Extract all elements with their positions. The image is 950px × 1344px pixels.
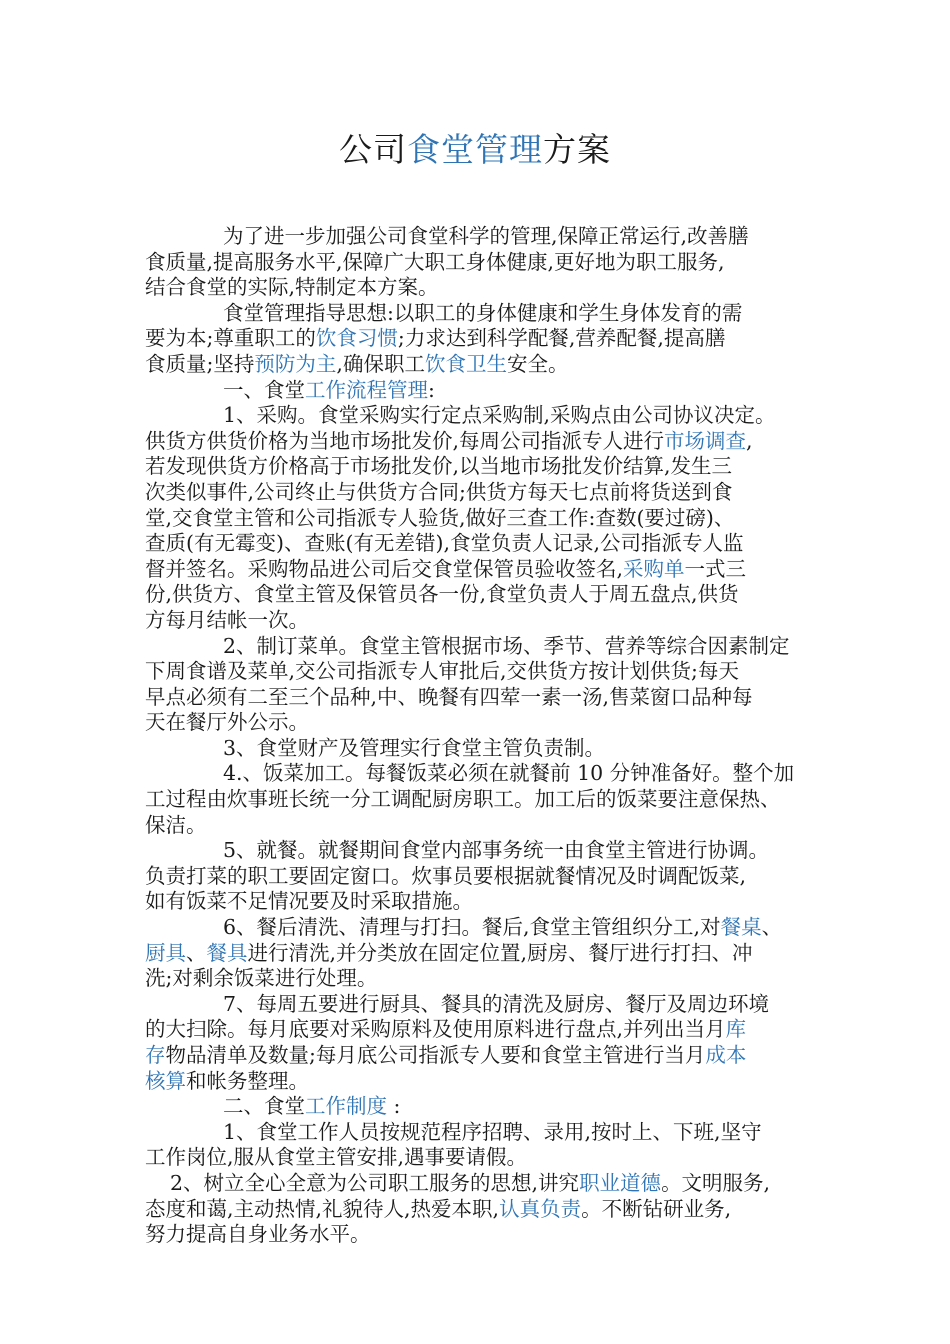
text-span: 工作岗位,服从食堂主管安排,遇事要请假。 <box>145 1145 528 1170</box>
text-span: 4.、饭菜加工。每餐饭菜必须在就餐前 10 分钟准备好。整个加 <box>223 761 795 786</box>
text-line <box>145 1222 825 1248</box>
text-span: 。文明服务, <box>661 1170 771 1195</box>
text-line <box>145 275 825 301</box>
inline-link[interactable]: 餐桌 <box>720 915 762 940</box>
text-line <box>145 813 825 839</box>
text-span: 下周食谱及菜单,交公司指派专人审批后,交供货方按计划供货;每天 <box>145 659 739 684</box>
text-span: 一式三 <box>684 556 747 581</box>
text-line <box>145 557 825 583</box>
text-span: 1、食堂工作人员按规范程序招聘、录用,按时上、下班,坚守 <box>223 1119 762 1144</box>
inline-link[interactable]: 存 <box>145 1043 166 1067</box>
text-line <box>145 710 825 736</box>
text-line <box>145 941 825 967</box>
text-line <box>145 506 825 532</box>
text-span: 态度和蔼,主动热情,礼貌待人,热爱本职, <box>145 1196 500 1221</box>
text-span: 。不断钻研业务, <box>581 1196 732 1221</box>
text-span: 方每月结帐一次。 <box>145 607 309 632</box>
text-line <box>145 889 825 915</box>
text-span: 努力提高自身业务水平。 <box>145 1222 371 1247</box>
text-line <box>145 531 825 557</box>
text-line <box>145 608 825 634</box>
text-span: : <box>428 377 435 402</box>
inline-link[interactable]: 库 <box>725 1017 747 1042</box>
text-line <box>145 224 825 250</box>
text-line <box>145 1120 825 1146</box>
text-span: 2、树立全心全意为公司职工服务的思想,讲究 <box>170 1170 580 1195</box>
text-line <box>145 634 825 660</box>
text-span: 食质量;坚持 <box>145 351 255 376</box>
text-line <box>145 1171 825 1197</box>
text-span: 6、餐后清洗、清理与打扫。餐后,食堂主管组织分工,对 <box>223 915 721 940</box>
text-line <box>145 429 825 455</box>
inline-link[interactable]: 核算 <box>145 1068 186 1093</box>
text-line <box>145 992 825 1018</box>
title-text-end: 方案 <box>543 130 611 169</box>
text-line <box>145 838 825 864</box>
text-span: , <box>746 428 753 453</box>
text-line <box>145 761 825 787</box>
text-span: 5、就餐。就餐期间食堂内部事务统一由食堂主管进行协调。 <box>223 838 770 863</box>
inline-link[interactable]: 预防为主 <box>254 351 337 376</box>
inline-link[interactable]: 成本 <box>705 1043 747 1067</box>
text-span: 1、采购。食堂采购实行定点采购制,采购点由公司协议决定。 <box>223 403 776 428</box>
text-span: 早点必须有二至三个品种,中、晚餐有四荤一素一汤,售菜窗口品种每 <box>145 684 753 709</box>
text-line <box>145 582 825 608</box>
text-span: 督并签名。采购物品进公司后交食堂保管员验收签名, <box>145 556 624 581</box>
text-line <box>145 659 825 685</box>
text-span: 保洁。 <box>145 812 207 837</box>
text-span: 食质量,提高服务水平,保障广大职工身体健康,更好地为职工服务, <box>145 249 725 274</box>
text-line <box>145 736 825 762</box>
text-span: 一、食堂 <box>223 377 305 402</box>
text-line <box>145 480 825 506</box>
text-span: 洗;对剩余饭菜进行处理。 <box>145 966 378 991</box>
inline-link[interactable]: 市场调查 <box>664 428 747 453</box>
text-span: 物品清单及数量;每月底公司指派专人要和食堂主管进行当月 <box>165 1043 706 1067</box>
text-span: 供货方供货价格为当地市场批发价,每周公司指派专人进行 <box>145 428 665 453</box>
text-span: 若发现供货方价格高于市场批发价,以当地市场批发价结算,发生三 <box>145 454 733 479</box>
text-span: 次类似事件,公司终止与供货方合同;供货方每天七点前将货送到食 <box>145 479 733 504</box>
text-line <box>145 1043 825 1069</box>
text-span: 查质(有无霉变)、查账(有无差错),食堂负责人记录,公司指派专人监 <box>145 531 744 556</box>
text-span: 、 <box>186 940 207 965</box>
text-line <box>145 1145 825 1171</box>
text-span: 为了进一步加强公司食堂科学的管理,保障正常运行,改善膳 <box>223 224 749 248</box>
text-span: 如有饭菜不足情况要及时采取措施。 <box>145 889 473 914</box>
document-title <box>0 128 950 172</box>
text-line <box>145 1069 825 1095</box>
text-line <box>145 1017 825 1043</box>
inline-link[interactable]: 职业道德 <box>579 1170 662 1195</box>
text-line <box>145 326 825 352</box>
text-span: 工过程由炊事班长统一分工调配厨房职工。加工后的饭菜要注意保热、 <box>145 787 781 812</box>
inline-link[interactable]: 饮食卫生 <box>424 351 507 376</box>
inline-link[interactable]: 餐具 <box>206 940 248 965</box>
text-span: ,确保职工 <box>336 351 425 376</box>
text-span: 负责打菜的职工要固定窗口。炊事员要根据就餐情况及时调配饭菜, <box>145 863 747 888</box>
text-span: 3、食堂财产及管理实行食堂主管负责制。 <box>223 735 606 760</box>
text-span: 堂,交食堂主管和公司指派专人验货,做好三查工作:查数(要过磅)、 <box>145 505 735 530</box>
text-line <box>145 1094 825 1120</box>
text-line <box>145 787 825 813</box>
text-line <box>145 378 825 404</box>
text-span: 天在餐厅外公示。 <box>145 710 309 735</box>
inline-link[interactable]: 认真负责 <box>499 1196 582 1221</box>
inline-link[interactable]: 饮食习惯 <box>315 326 398 351</box>
inline-link[interactable]: 工作流程管理 <box>305 377 428 402</box>
text-span: 结合食堂的实际,特制定本方案。 <box>145 275 439 300</box>
text-span: 7、每周五要进行厨具、餐具的清洗及厨房、餐厅及周边环境 <box>223 991 770 1016</box>
text-line <box>145 1197 825 1223</box>
text-line <box>145 301 825 327</box>
text-span: ;力求达到科学配餐,营养配餐,提高膳 <box>397 326 726 351</box>
text-span: 要为本;尊重职工的 <box>145 326 316 351</box>
text-span: 2、制订菜单。食堂主管根据市场、季节、营养等综合因素制定 <box>223 633 790 658</box>
text-line <box>145 352 825 378</box>
text-span: 的大扫除。每月底要对采购原料及使用原料进行盘点,并列出当月 <box>145 1017 726 1042</box>
text-line <box>145 454 825 480</box>
text-line <box>145 915 825 941</box>
text-line <box>145 685 825 711</box>
text-span: 份,供货方、食堂主管及保管员各一份,食堂负责人于周五盘点,供货 <box>145 582 739 607</box>
text-line <box>145 250 825 276</box>
text-span: : <box>387 1094 401 1119</box>
text-line <box>145 966 825 992</box>
text-line <box>145 864 825 890</box>
title-link-canteen-management[interactable]: 食堂管理 <box>407 130 543 169</box>
text-span: 安全。 <box>506 351 569 376</box>
text-line <box>145 403 825 429</box>
inline-link[interactable]: 采购单 <box>623 556 685 581</box>
text-span: 食堂管理指导思想:以职工的身体健康和学生身体发育的需 <box>223 300 743 325</box>
text-span: 、 <box>761 915 783 940</box>
text-span: 和帐务整理。 <box>186 1068 309 1093</box>
title-text-start: 公司 <box>339 130 407 169</box>
text-span: 进行清洗,并分类放在固定位置,厨房、餐厅进行打扫、冲 <box>247 940 753 965</box>
inline-link[interactable]: 工作制度 <box>305 1094 387 1119</box>
inline-link[interactable]: 厨具 <box>145 940 186 965</box>
document-body <box>145 224 825 1248</box>
text-span: 二、食堂 <box>223 1094 305 1119</box>
